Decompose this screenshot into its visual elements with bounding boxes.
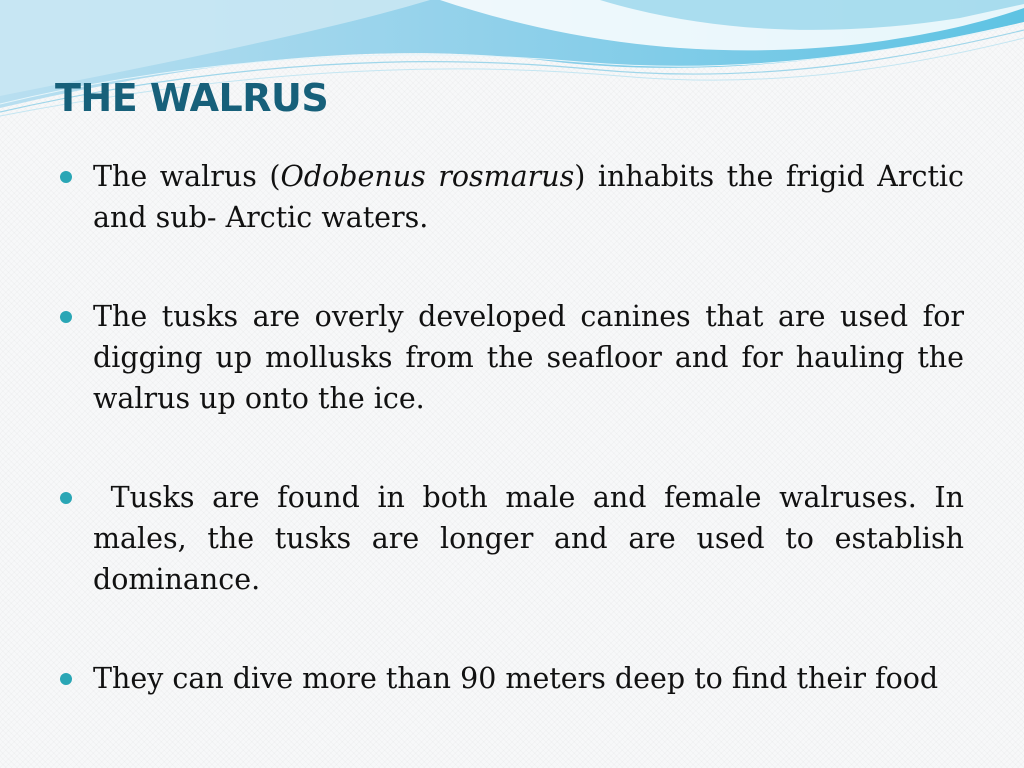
bullet-dot-icon <box>60 311 72 323</box>
bullet-list <box>60 156 974 699</box>
bullet-text <box>93 156 964 238</box>
bullet-text-part: ) inhabits the frigid Arctic and sub- Arctic waters. <box>93 160 964 234</box>
bullet-dot-icon <box>60 673 72 685</box>
bullet-dot-icon <box>60 492 72 504</box>
bullet-text: They can dive more than 90 meters deep to find their food <box>93 662 939 695</box>
bullet-item-tusks-sexes <box>60 477 974 600</box>
slide-title: THE WALRUS <box>55 76 329 120</box>
bullet-item-diving <box>60 658 964 699</box>
scientific-name: Odobenus rosmarus <box>280 160 575 193</box>
bullet-text: The tusks are overly developed canines that are used for digging up mollusks from the seafloor and for hauling the walrus up onto the ice. <box>93 300 964 415</box>
bullet-text: Tusks are found in both male and female walruses. In males, the tusks are longer and are used to establish dominance. <box>93 481 974 596</box>
bullet-dot-icon <box>60 171 72 183</box>
bullet-item-habitat <box>60 156 964 238</box>
bullet-item-tusks-use <box>60 296 964 419</box>
bullet-text-part: The walrus ( <box>93 160 281 193</box>
